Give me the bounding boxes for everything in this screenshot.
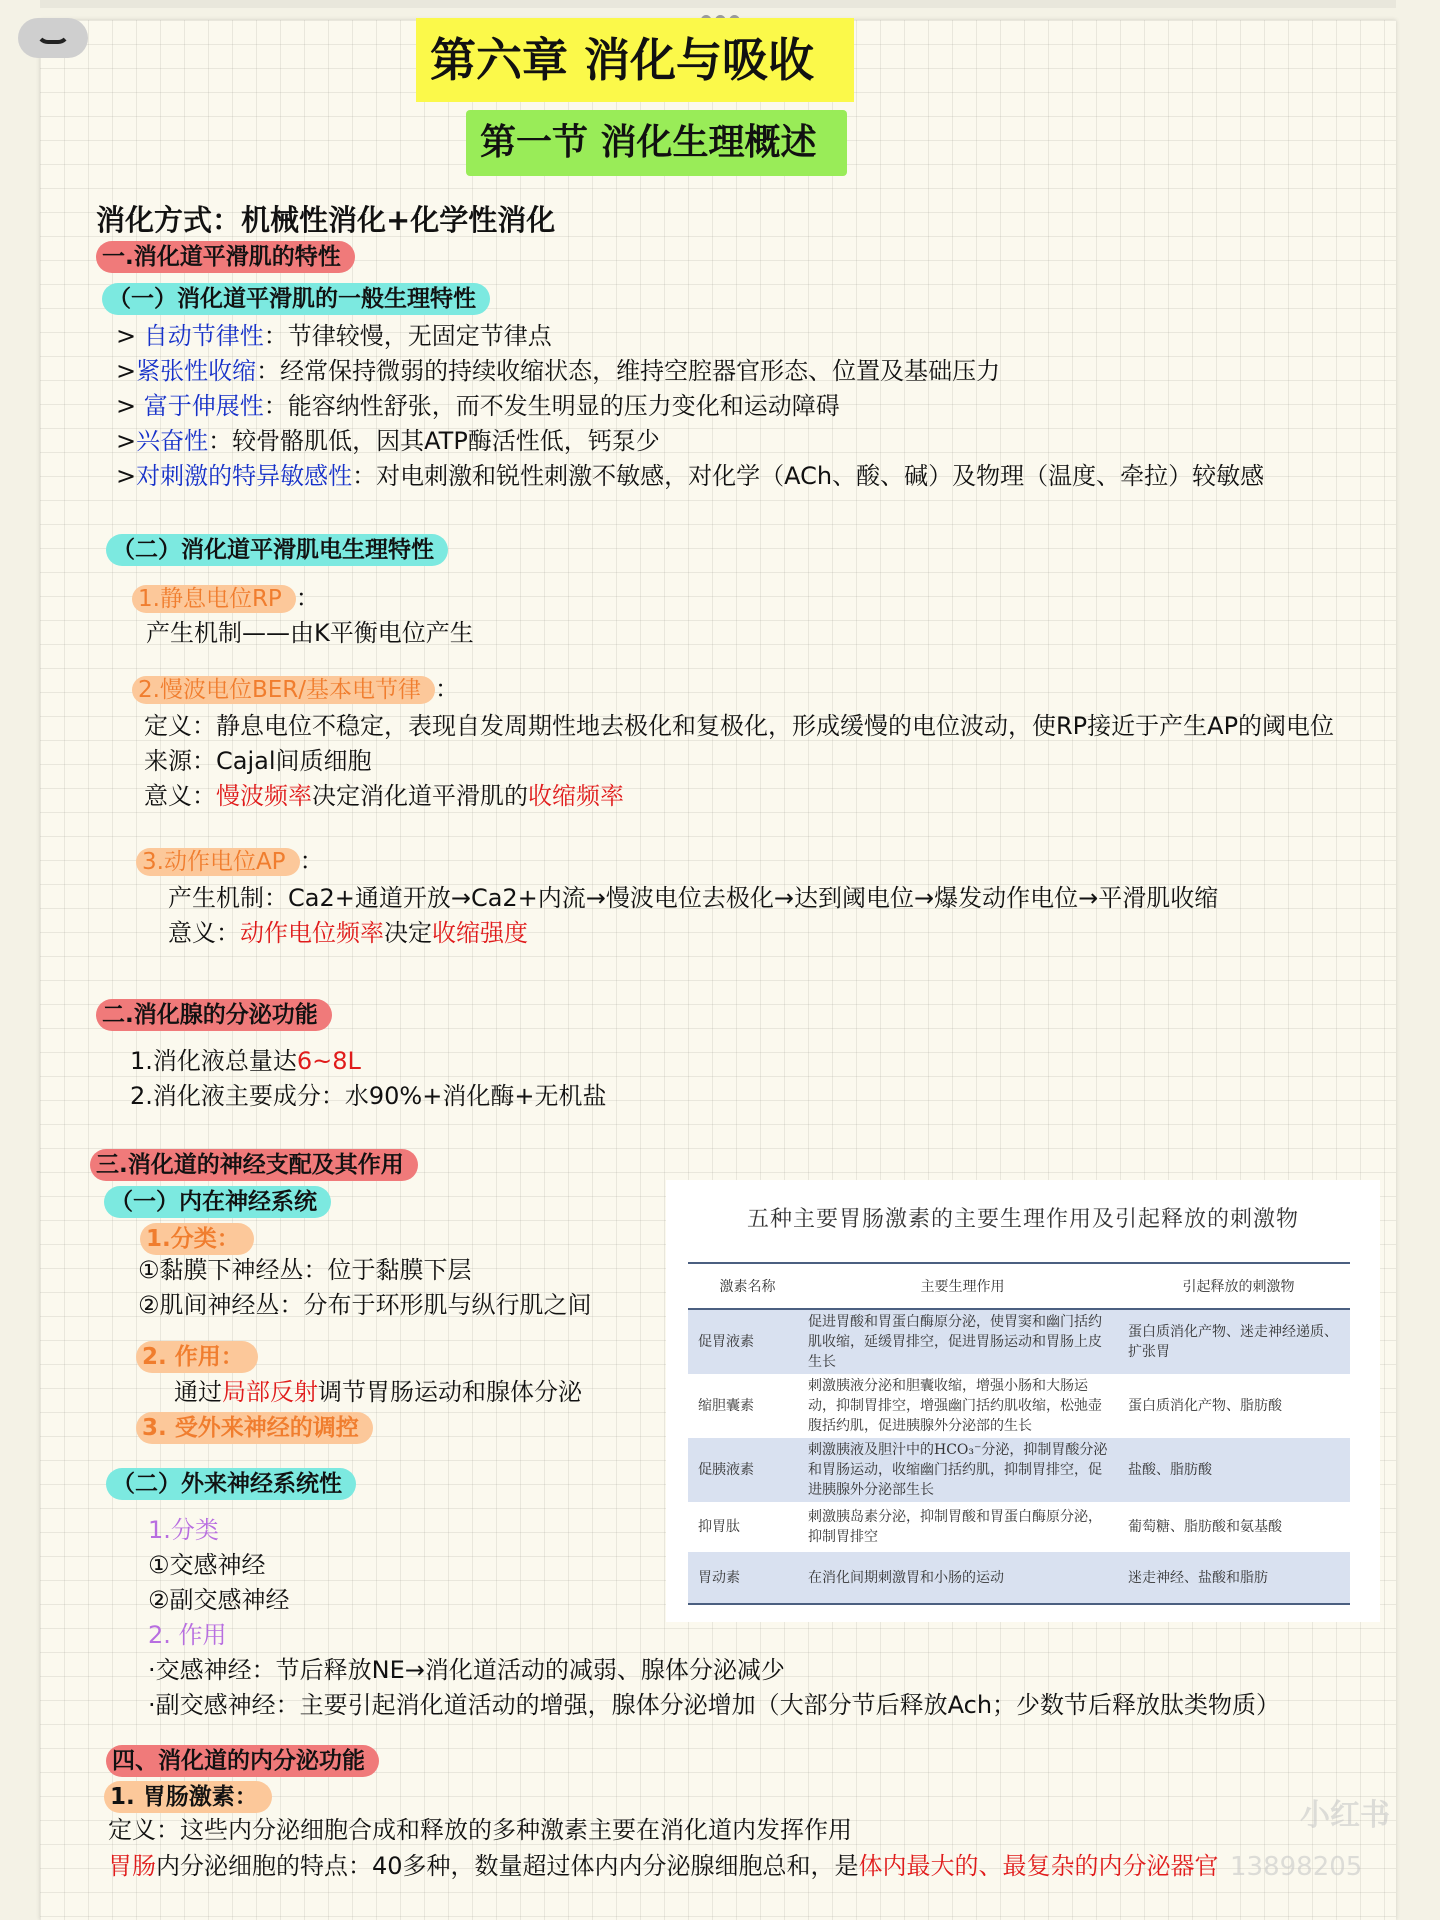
s3-cls-2: ②肌间神经丛：分布于环形肌与纵行肌之间 xyxy=(138,1291,592,1319)
ber-definition: 定义：静息电位不稳定，表现自发周期性地去极化和复极化，形成缓慢的电位波动，使RP接近于产生AP的阈电位 xyxy=(144,712,1335,740)
s3-sub1-heading: （一）内在神经系统 xyxy=(104,1186,331,1218)
s3-sub2-f1: ·交感神经：节后释放NE→消化道活动的减弱、腺体分泌减少 xyxy=(148,1656,785,1684)
table-row xyxy=(688,1438,1350,1502)
rp-line: 产生机制——由K平衡电位产生 xyxy=(146,619,474,647)
trait-item: > 富于伸展性：能容纳性舒张，而不发生明显的压力变化和运动障碍 xyxy=(116,392,840,420)
table-cell: 葡萄糖、脂肪酸和氨基酸 xyxy=(1128,1519,1282,1535)
watermark-id: 13898205 xyxy=(1230,1852,1363,1882)
s1-heading: 一.消化道平滑肌的特性 xyxy=(96,241,355,273)
s1-sub2-heading: （二）消化道平滑肌电生理特性 xyxy=(106,534,448,566)
table-cell: 蛋白质消化产物、脂肪酸 xyxy=(1128,1398,1282,1414)
ber-source: 来源：Cajal间质细胞 xyxy=(144,747,372,775)
s4-tag: 1. 胃肠激素： xyxy=(104,1781,272,1813)
trait-item: >紧张性收缩：经常保持微弱的持续收缩状态，维持空腔器官形态、位置及基础压力 xyxy=(116,357,1001,385)
chevron-down-icon xyxy=(36,32,70,44)
s3-sub2-heading: （二）外来神经系统性 xyxy=(106,1468,356,1500)
s2-line-2: 2.消化液主要成分：水90%+消化酶+无机盐 xyxy=(130,1082,607,1110)
table-header-row xyxy=(688,1263,1350,1309)
trait-item: >兴奋性：较骨骼肌低，因其ATP酶活性低，钙泵少 xyxy=(116,427,660,455)
trait-item: >对刺激的特异敏感性：对电刺激和锐性刺激不敏感，对化学（ACh、酸、碱）及物理（温度、牵拉）较敏感 xyxy=(116,462,1265,490)
table-title: 五种主要胃肠激素的主要生理作用及引起释放的刺激物 xyxy=(746,1207,1299,1232)
s3-fn-line: 通过局部反射调节胃肠运动和腺体分泌 xyxy=(174,1378,582,1406)
table-row xyxy=(688,1374,1350,1438)
s3-cls-1: ①黏膜下神经丛：位于黏膜下层 xyxy=(138,1256,472,1284)
hormone-table xyxy=(688,1262,1350,1605)
table-cell: 抑胃肽 xyxy=(698,1519,740,1535)
table-cell: 促胰液素 xyxy=(688,1438,798,1502)
s3-sub2-c2: ②副交感神经 xyxy=(148,1586,290,1614)
chapter-title: 第六章 消化与吸收 xyxy=(416,18,854,102)
table-row xyxy=(688,1552,1350,1604)
table-cell: 在消化间期刺激胃和小肠的运动 xyxy=(798,1552,1118,1604)
trait-item: > 自动节律性：节律较慢，无固定节律点 xyxy=(116,322,552,350)
table-cell: 迷走神经、盐酸和脂肪 xyxy=(1118,1552,1350,1604)
table-cell: 促胃液素 xyxy=(688,1309,798,1374)
ap-heading: 3.动作电位AP ： xyxy=(136,846,324,877)
s4-feature: 胃肠内分泌细胞的特点：40多种，数量超过体内内分泌腺细胞总和，是体内最大的、最复杂的内分泌器官 xyxy=(108,1852,1219,1880)
s2-line-1: 1.消化液总量达6~8L xyxy=(130,1047,361,1075)
s3-heading: 三.消化道的神经支配及其作用 xyxy=(90,1149,418,1181)
table-header: 引起释放的刺激物 xyxy=(1118,1263,1350,1309)
s3-ext-tag: 3. 受外来神经的调控 xyxy=(136,1412,373,1444)
table-cell: 盐酸、脂肪酸 xyxy=(1118,1438,1350,1502)
ap-mechanism: 产生机制：Ca2+通道开放→Ca2+内流→慢波电位去极化→达到阈电位→爆发动作电位→平滑肌收缩 xyxy=(168,884,1219,912)
top-edge xyxy=(40,0,1396,8)
table-cell: 刺激胰液分泌和胆囊收缩，增强小肠和大肠运动，抑制胃排空，增强幽门括约肌收缩，松弛壶腹括约肌，促进胰腺外分泌部的生长 xyxy=(808,1378,1102,1434)
table-cell: 刺激胰岛素分泌，抑制胃酸和胃蛋白酶原分泌，抑制胃排空 xyxy=(808,1509,1102,1545)
s4-heading: 四、消化道的内分泌功能 xyxy=(106,1745,379,1777)
table-header: 主要生理作用 xyxy=(798,1263,1118,1309)
table-cell: 胃动素 xyxy=(688,1552,798,1604)
s3-sub2-cls-label: 1.分类 xyxy=(148,1516,219,1544)
s1-sub1-heading: （一）消化道平滑肌的一般生理特性 xyxy=(102,283,490,315)
watermark-logo: 小红书 xyxy=(1300,1798,1390,1833)
table-header: 激素名称 xyxy=(688,1263,798,1309)
table-row xyxy=(688,1309,1350,1374)
s3-fn-tag: 2. 作用： xyxy=(136,1341,258,1373)
s3-sub2-fn-label: 2. 作用 xyxy=(148,1621,227,1649)
collapse-chevron-button[interactable] xyxy=(18,18,88,58)
table-row xyxy=(688,1502,1350,1552)
ber-significance: 意义：慢波频率决定消化道平滑肌的收缩频率 xyxy=(144,782,624,810)
table-cell: 缩胆囊素 xyxy=(698,1398,754,1414)
s3-sub2-f2: ·副交感神经：主要引起消化道活动的增强，腺体分泌增加（大部分节后释放Ach；少数节后释放肽类物质） xyxy=(148,1691,1281,1719)
ber-heading: 2.慢波电位BER/基本电节律 ： xyxy=(132,674,459,705)
s2-heading: 二.消化腺的分泌功能 xyxy=(96,999,332,1031)
ap-significance: 意义：动作电位频率决定收缩强度 xyxy=(168,919,528,947)
table-cell: 促进胃酸和胃蛋白酶原分泌，使胃窦和幽门括约肌收缩，延缓胃排空，促进胃肠运动和胃肠上皮生长 xyxy=(798,1309,1118,1374)
table-cell: 刺激胰液及胆汁中的HCO₃⁻分泌，抑制胃酸分泌和胃肠运动，收缩幽门括约肌，抑制胃排空，促进胰腺外分泌部生长 xyxy=(798,1438,1118,1502)
s3-cls-tag: 1.分类： xyxy=(140,1223,254,1255)
rp-heading: 1.静息电位RP ： xyxy=(132,583,320,614)
table-cell: 蛋白质消化产物、迷走神经递质、扩张胃 xyxy=(1118,1309,1350,1374)
hormone-table-card xyxy=(666,1180,1380,1622)
section-title: 第一节 消化生理概述 xyxy=(466,110,847,176)
s3-sub2-c1: ①交感神经 xyxy=(148,1551,266,1579)
intro-line: 消化方式：机械性消化+化学性消化 xyxy=(96,203,556,237)
s4-definition: 定义：这些内分泌细胞合成和释放的多种激素主要在消化道内发挥作用 xyxy=(108,1816,852,1844)
